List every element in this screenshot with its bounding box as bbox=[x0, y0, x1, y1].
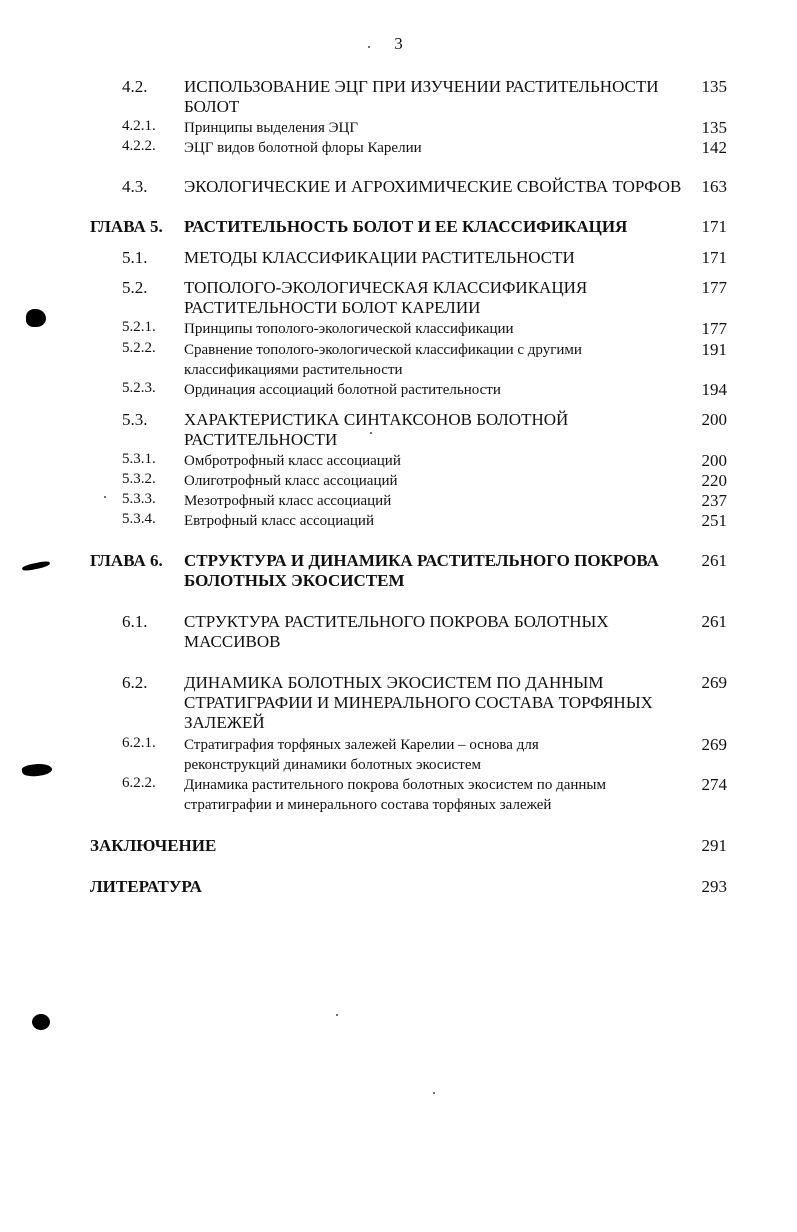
entry-page: 200 bbox=[701, 410, 727, 429]
entry-title: Стратиграфия торфяных залежей Карелии – основа для реконструкций динамики болотных экосистем bbox=[184, 737, 539, 773]
scan-blot bbox=[32, 1014, 50, 1030]
entry-page: 177 bbox=[701, 278, 727, 297]
entry-page: 194 bbox=[701, 380, 727, 399]
entry-title: МЕТОДЫ КЛАССИФИКАЦИИ РАСТИТЕЛЬНОСТИ bbox=[184, 248, 575, 267]
entry-number: 5.3. bbox=[122, 410, 148, 429]
entry-page: 200 bbox=[701, 451, 727, 470]
entry-title: Сравнение тополого-экологической классификации с другими классификациями растительности bbox=[184, 342, 582, 378]
entry-number: 4.2.1. bbox=[122, 118, 156, 134]
entry-page: 261 bbox=[701, 612, 727, 631]
entry-page: 237 bbox=[701, 491, 727, 510]
entry-page: 135 bbox=[701, 118, 727, 137]
scan-speck bbox=[433, 1092, 435, 1094]
entry-title: ЛИТЕРАТУРА bbox=[90, 877, 202, 896]
entry-number: 5.2.3. bbox=[122, 380, 156, 396]
entry-number: 5.1. bbox=[122, 248, 148, 267]
entry-title: ДИНАМИКА БОЛОТНЫХ ЭКОСИСТЕМ ПО ДАННЫМ СТРАТИГРАФИИ И МИНЕРАЛЬНОГО СОСТАВА ТОРФЯНЫХ ЗАЛЕЖЕЙ bbox=[184, 673, 653, 732]
entry-page: 135 bbox=[701, 77, 727, 96]
entry-page: 291 bbox=[701, 836, 727, 855]
chapter-number: ГЛАВА 5. bbox=[90, 217, 163, 236]
entry-number: 6.2.2. bbox=[122, 775, 156, 791]
entry-page: 191 bbox=[701, 340, 727, 359]
entry-number: 5.2. bbox=[122, 278, 148, 297]
entry-title: Динамика растительного покрова болотных экосистем по данным стратиграфии и минерального состава торфяных залежей bbox=[184, 777, 606, 813]
entry-title: Евтрофный класс ассоциаций bbox=[184, 513, 374, 529]
entry-number: 4.3. bbox=[122, 177, 148, 196]
entry-page: 177 bbox=[701, 319, 727, 338]
page-number: 3 bbox=[394, 34, 403, 53]
entry-page: 269 bbox=[701, 735, 727, 754]
chapter-title: СТРУКТУРА И ДИНАМИКА РАСТИТЕЛЬНОГО ПОКРОВА БОЛОТНЫХ ЭКОСИСТЕМ bbox=[184, 551, 659, 590]
scan-speck bbox=[370, 432, 372, 434]
chapter-title: РАСТИТЕЛЬНОСТЬ БОЛОТ И ЕЕ КЛАССИФИКАЦИЯ bbox=[184, 217, 628, 236]
entry-page: 142 bbox=[701, 138, 727, 157]
entry-number: 6.1. bbox=[122, 612, 148, 631]
entry-page: 251 bbox=[701, 511, 727, 530]
entry-number: 5.3.4. bbox=[122, 511, 156, 527]
scan-speck bbox=[336, 1014, 338, 1016]
entry-page: 269 bbox=[701, 673, 727, 692]
entry-title: ХАРАКТЕРИСТИКА СИНТАКСОНОВ БОЛОТНОЙ РАСТИТЕЛЬНОСТИ bbox=[184, 410, 569, 449]
entry-title: ТОПОЛОГО-ЭКОЛОГИЧЕСКАЯ КЛАССИФИКАЦИЯ РАСТИТЕЛЬНОСТИ БОЛОТ КАРЕЛИИ bbox=[184, 278, 588, 317]
entry-title: Олиготрофный класс ассоциаций bbox=[184, 473, 398, 489]
scan-speck bbox=[104, 496, 106, 498]
entry-page: 171 bbox=[701, 248, 727, 267]
scan-speck bbox=[368, 46, 370, 48]
chapter-number: ГЛАВА 6. bbox=[90, 551, 163, 570]
scan-blot bbox=[26, 309, 46, 327]
entry-number: 6.2. bbox=[122, 673, 148, 692]
entry-number: 5.3.1. bbox=[122, 451, 156, 467]
entry-number: 5.3.3. bbox=[122, 491, 156, 507]
entry-number: 5.2.2. bbox=[122, 340, 156, 356]
entry-title: ЭКОЛОГИЧЕСКИЕ И АГРОХИМИЧЕСКИЕ СВОЙСТВА ТОРФОВ bbox=[184, 177, 682, 196]
entry-page: 171 bbox=[701, 217, 727, 236]
entry-number: 4.2.2. bbox=[122, 138, 156, 154]
entry-number: 5.2.1. bbox=[122, 319, 156, 335]
entry-page: 274 bbox=[701, 775, 727, 794]
entry-title: ИСПОЛЬЗОВАНИЕ ЭЦГ ПРИ ИЗУЧЕНИИ РАСТИТЕЛЬНОСТИ БОЛОТ bbox=[184, 77, 659, 116]
entry-page: 220 bbox=[701, 471, 727, 490]
entry-title: Омбротрофный класс ассоциаций bbox=[184, 453, 401, 469]
entry-number: 5.3.2. bbox=[122, 471, 156, 487]
entry-title: Ординация ассоциаций болотной растительности bbox=[184, 382, 501, 398]
entry-page: 163 bbox=[701, 177, 727, 196]
entry-title: Принципы выделения ЭЦГ bbox=[184, 120, 359, 136]
entry-title: Принципы тополого-экологической классификации bbox=[184, 321, 514, 337]
entry-title: СТРУКТУРА РАСТИТЕЛЬНОГО ПОКРОВА БОЛОТНЫХ МАССИВОВ bbox=[184, 612, 609, 651]
entry-number: 6.2.1. bbox=[122, 735, 156, 751]
entry-title: ЗАКЛЮЧЕНИЕ bbox=[90, 836, 217, 855]
entry-title: Мезотрофный класс ассоциаций bbox=[184, 493, 392, 509]
entry-page: 261 bbox=[701, 551, 727, 570]
entry-page: 293 bbox=[701, 877, 727, 896]
entry-number: 4.2. bbox=[122, 77, 148, 96]
entry-title: ЭЦГ видов болотной флоры Карелии bbox=[184, 140, 422, 156]
